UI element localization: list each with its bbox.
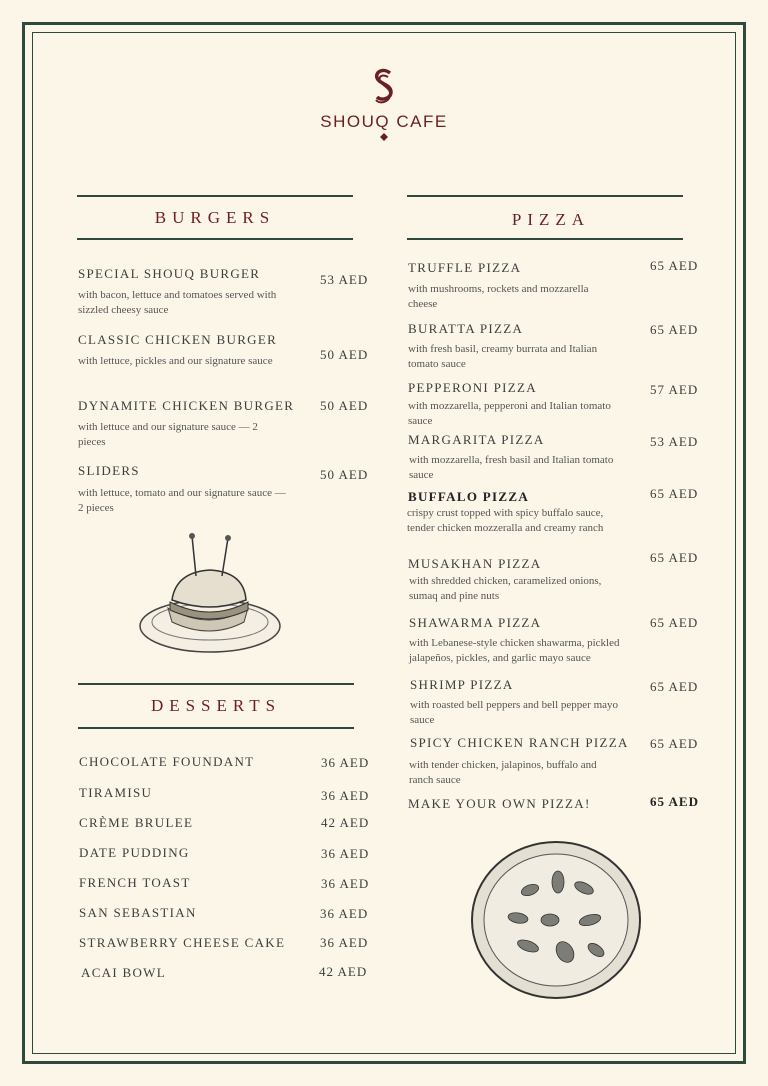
- menu-item-price: 50 AED: [320, 398, 369, 413]
- menu-item-desc: crispy crust topped with spicy buffalo sauce, tender chicken mozzeralla and creamy ranch: [407, 507, 604, 534]
- menu-item-price: 65 AED: [650, 550, 699, 565]
- menu-item-name: STRAWBERRY CHEESE CAKE: [79, 935, 286, 950]
- menu-item-price: 42 AED: [319, 964, 368, 979]
- menu-item-price: 65 AED: [650, 615, 699, 630]
- menu-item-name: CLASSIC CHICKEN BURGER: [78, 332, 278, 347]
- menu-item-name: SPECIAL SHOUQ BURGER: [78, 266, 261, 281]
- divider: [78, 727, 354, 729]
- menu-item-price: 65 AED: [650, 679, 699, 694]
- menu-item-desc: with mozzarella, fresh basil and Italian tomato sauce: [409, 454, 614, 481]
- menu-item-price: 65 AED: [650, 486, 699, 501]
- menu-item-name: SHRIMP PIZZA: [410, 677, 514, 692]
- menu-item-desc: with tender chicken, jalapinos, buffalo and ranch sauce: [409, 759, 597, 786]
- pizza-illustration: [470, 840, 642, 1000]
- menu-item-price: 36 AED: [321, 876, 370, 891]
- menu-item-name: SPICY CHICKEN RANCH PIZZA: [410, 735, 629, 750]
- menu-item-name: MUSAKHAN PIZZA: [408, 556, 542, 571]
- menu-item-name: ACAI BOWL: [81, 965, 166, 980]
- divider: [407, 238, 683, 240]
- menu-item-desc: with mozzarella, pepperoni and Italian tomato sauce: [408, 400, 611, 427]
- menu-item-price: 50 AED: [320, 467, 369, 482]
- slider-burger-illustration: [136, 530, 284, 660]
- desserts-title: DESSERTS: [150, 696, 282, 715]
- menu-item-desc: with lettuce, pickles and our signature sauce: [78, 355, 273, 367]
- menu-item-name: SHAWARMA PIZZA: [409, 615, 542, 630]
- menu-item-desc: with mushrooms, rockets and mozzarella cheese: [408, 283, 589, 310]
- menu-item-name: DYNAMITE CHICKEN BURGER: [78, 398, 295, 413]
- menu-item-price: 65 AED: [650, 258, 699, 273]
- menu-item-name: FRENCH TOAST: [79, 875, 191, 890]
- menu-item-price: 53 AED: [650, 434, 699, 449]
- menu-item-price: 36 AED: [321, 788, 370, 803]
- menu-item-price: 65 AED: [650, 736, 699, 751]
- menu-item-desc: with shredded chicken, caramelized onions, sumaq and pine nuts: [409, 575, 602, 602]
- menu-item-price: 42 AED: [321, 815, 370, 830]
- menu-item-name: SLIDERS: [78, 463, 140, 478]
- menu-item-price: 53 AED: [320, 272, 369, 287]
- menu-item-price: 36 AED: [320, 935, 369, 950]
- menu-item-price: 65 AED: [650, 322, 699, 337]
- menu-item-name: MAKE YOUR OWN PIZZA!: [408, 796, 591, 811]
- menu-item-price: 57 AED: [650, 382, 699, 397]
- pizza-title: PIZZA: [511, 210, 591, 229]
- menu-item-name: CHOCOLATE FOUNDANT: [79, 754, 255, 769]
- menu-item-name: DATE PUDDING: [79, 845, 190, 860]
- menu-item-name: TIRAMISU: [79, 785, 153, 800]
- menu-item-desc: with bacon, lettuce and tomatoes served with sizzled cheesy sauce: [78, 289, 277, 316]
- menu-item-price: 36 AED: [320, 906, 369, 921]
- menu-item-name: MARGARITA PIZZA: [408, 432, 545, 447]
- menu-item-name: CRÈME BRULEE: [79, 815, 194, 830]
- burgers-title: BURGERS: [154, 208, 276, 227]
- menu-item-price: 50 AED: [320, 347, 369, 362]
- divider: [77, 238, 353, 240]
- menu-item-price: 65 AED: [650, 794, 699, 809]
- menu-item-desc: with lettuce and our signature sauce — 2 pieces: [78, 421, 258, 448]
- menu-item-desc: with fresh basil, creamy burrata and Italian tomato sauce: [408, 343, 598, 370]
- menu-item-price: 36 AED: [321, 846, 370, 861]
- menu-item-name: BUFFALO PIZZA: [408, 489, 530, 504]
- menu-item-name: PEPPERONI PIZZA: [408, 380, 537, 395]
- divider: [407, 195, 683, 197]
- brand-name: SHOUQ CAFE: [320, 112, 448, 131]
- menu-item-desc: with lettuce, tomato and our signature sauce — 2 pieces: [78, 487, 286, 514]
- menu-item-name: BURATTA PIZZA: [408, 321, 524, 336]
- diamond-icon: [380, 133, 388, 141]
- menu-item-name: TRUFFLE PIZZA: [408, 260, 522, 275]
- menu-item-price: 36 AED: [321, 755, 370, 770]
- menu-item-desc: with Lebanese-style chicken shawarma, pickled jalapeños, pickles, and garlic mayo sauce: [409, 637, 620, 664]
- menu-item-desc: with roasted bell peppers and bell pepper mayo sauce: [410, 699, 619, 726]
- divider: [77, 195, 353, 197]
- divider: [78, 683, 354, 685]
- menu-item-name: SAN SEBASTIAN: [79, 905, 197, 920]
- brand-logo: [0, 68, 768, 141]
- ss-monogram-icon: [369, 68, 399, 108]
